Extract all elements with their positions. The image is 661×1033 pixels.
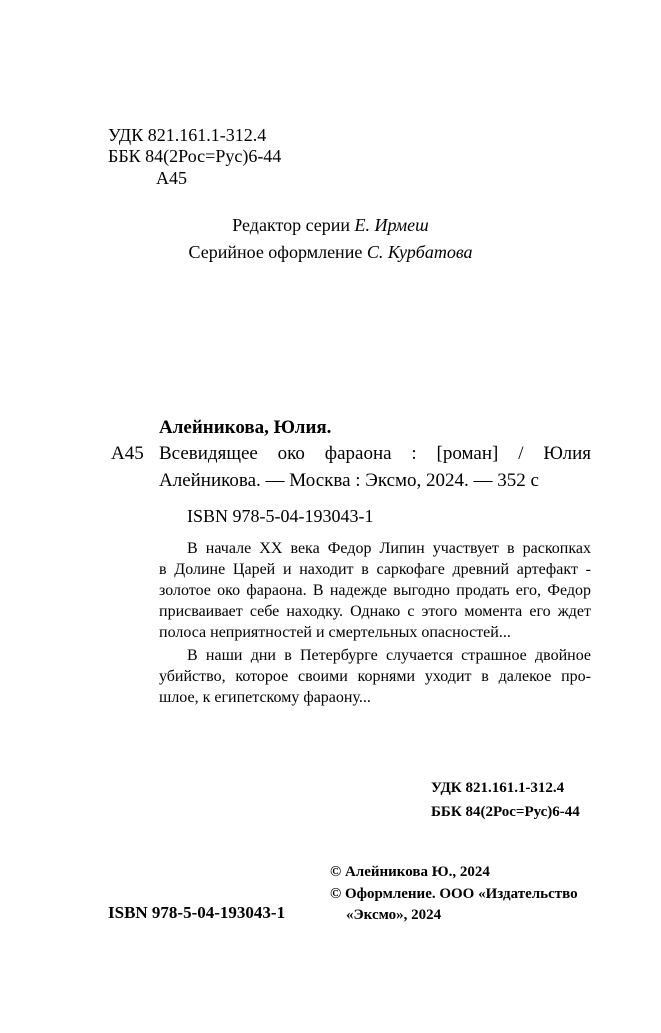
annotation-line: В наши дни в Петербурге случается страшное двойное	[187, 647, 591, 664]
card-title-line-2: Алейникова. — Москва : Эксмо, 2024. — 352 с	[159, 470, 539, 491]
card-author: Алейникова, Юлия.	[159, 417, 332, 438]
copyright-design: © Оформление. ООО «Издательство	[330, 886, 578, 902]
card-author-sign: А45	[111, 443, 144, 464]
series-editor-line	[0, 212, 661, 239]
annotation-line: в Долине Царей и находит в саркофаге древний артефакт -	[159, 561, 591, 578]
annotation-line: золотое око фараона. В надежде выгодно продать его, Федор	[159, 582, 591, 599]
design-line	[0, 239, 661, 266]
credits-block	[0, 212, 661, 266]
design-label: Серийное оформление	[188, 242, 367, 262]
series-editor-name: Е. Ирмеш	[354, 215, 429, 235]
annotation-line: полоса неприятностей и смертельных опасностей...	[159, 624, 511, 641]
udc-code-top: УДК 821.161.1-312.4	[108, 125, 267, 145]
isbn-bottom: ISBN 978-5-04-193043-1	[108, 903, 286, 922]
copyright-design-cont: «Эксмо», 2024	[346, 907, 442, 923]
author-sign-top: А45	[156, 168, 187, 188]
udc-code-bottom: УДК 821.161.1-312.4	[431, 780, 565, 796]
annotation-line: шлое, к египетскому фараону...	[159, 689, 371, 706]
annotation-paragraph-2	[159, 645, 591, 708]
annotation-line: убийство, которое своими корнями уходит в далекое про-	[159, 668, 591, 685]
annotation-paragraph-1	[159, 538, 591, 643]
card-title-line-1: Всевидящее око фараона : [роман] / Юлия	[159, 443, 591, 464]
annotation-line: В начале XX века Федор Липин участвует в раскопках	[187, 540, 591, 557]
copyright-author: © Алейникова Ю., 2024	[330, 864, 490, 880]
series-editor-label: Редактор серии	[232, 215, 355, 235]
bbk-code-bottom: ББК 84(2Рос=Рус)6-44	[431, 804, 580, 820]
bbk-code-top: ББК 84(2Рос=Рус)6-44	[108, 146, 282, 166]
annotation-line: присваивает себе находку. Однако с этого момента его ждет	[159, 603, 591, 620]
design-name: С. Курбатова	[366, 242, 473, 262]
card-isbn: ISBN 978-5-04-193043-1	[187, 506, 374, 526]
